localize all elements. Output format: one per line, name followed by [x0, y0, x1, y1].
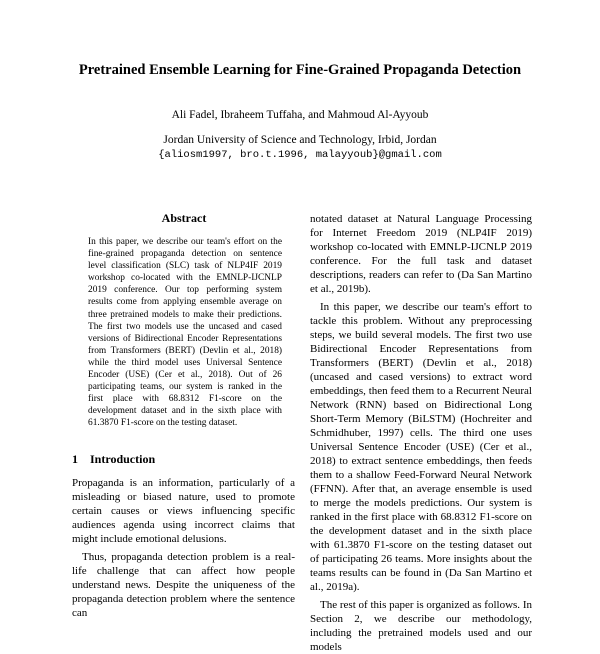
right-column-body — [310, 212, 532, 654]
intro-paragraph-1: Propaganda is an information, particularly of a misleading or biased nature, used to promote certain causes or views influencing specific audiences agenda using incorrect claims that might include emotional delusions. — [72, 477, 295, 545]
paper-title: Pretrained Ensemble Learning for Fine-Grained Propaganda Detection — [78, 62, 522, 78]
author-emails: {aliosm1997, bro.t.1996, malayyoub}@gmail.com — [158, 149, 442, 161]
section-heading-introduction — [72, 452, 155, 467]
affiliation: Jordan University of Science and Technology, Irbid, Jordan — [163, 134, 437, 146]
right-paragraph-1: In this paper, we describe our team's effort to tackle this problem. Without any preprocessing steps, we build several models. The first two use Bidirectional Encoder Representations from Transformers (BERT) (Devlin et al., 2018) (uncased and cased versions) to extract word embeddings, then feed them to a Recurrent Neural Network (RNN) based on Bidirectional Long Short-Term Memory (BiLSTM) (Hochreiter and Schmidhuber, 1997) cells. The third one uses Universal Sentence Encoder (USE) (Cer et al., 2018) to extract sentence embeddings, then feeds them to a shallow Feed-Forward Neural Network (FFNN). After that, an average ensemble is used to merge the models predictions. Our system is ranked in the first place with 68.8312 F1-score on the development dataset and in the sixth place with 61.3870 F1-score on the testing dataset out of participating 26 teams. More insights about the teams results can be found in (Da San Martino et al., 2019a). — [310, 301, 532, 593]
right-paragraph-0: notated dataset at Natural Language Processing for Internet Freedom 2019 (NLP4IF 2019) workshop co-located with EMNLP-IJCNLP 2019 conference. For the full task and dataset descriptions, readers can refer to (Da San Martino et al., 2019b). — [310, 213, 532, 295]
abstract-text: In this paper, we describe our team's effort on the fine-grained propaganda detection on sentence level classification (SLC) task of NLP4IF 2019 workshop co-located with the EMNLP-IJCNLP 2019 conference. Our top performing system results come from applying ensemble average on three pretrained models to make their predictions. The first two models use the uncased and cased versions of Bidirectional Encoder Representations from Transformers (BERT) (Devlin et al., 2018) while the third model uses Universal Sentence Encoder (USE) (Cer et al., 2018). Out of 26 participating teams, our system is ranked in the first place with 68.8312 F1-score on the development dataset and in the sixth place with 61.3870 F1-score on the testing dataset. — [88, 237, 282, 429]
intro-paragraph-2: Thus, propaganda detection problem is a real-life challenge that can affect how people understand news. Despite the uniqueness of the propaganda detection problem where the sentence can — [72, 551, 295, 619]
section-title: Introduction — [90, 452, 156, 466]
author-list: Ali Fadel, Ibraheem Tuffaha, and Mahmoud Al-Ayyoub — [171, 109, 429, 121]
abstract-heading: Abstract — [161, 211, 207, 225]
right-paragraph-2: The rest of this paper is organized as follows. In Section 2, we describe our methodology, including the pretrained models used and our models — [310, 599, 532, 653]
introduction-body — [72, 476, 295, 620]
section-number: 1 — [72, 452, 78, 466]
